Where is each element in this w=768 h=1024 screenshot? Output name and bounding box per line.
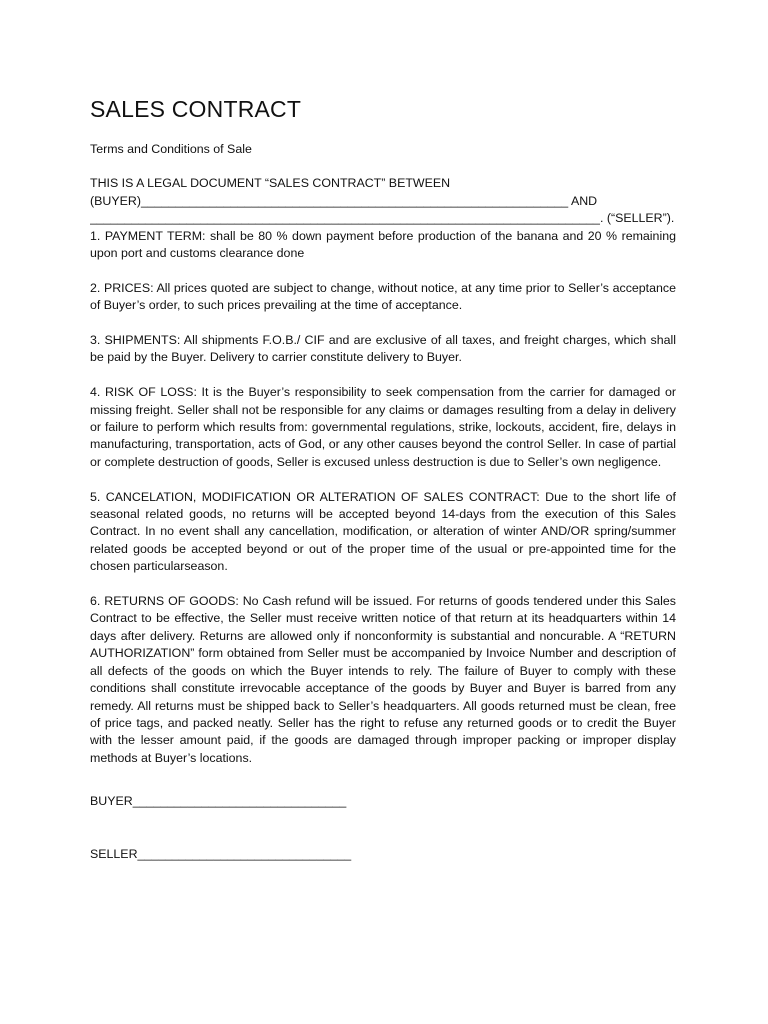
buyer-party-line: (BUYER)______________________________________________________________ AND [90, 193, 598, 208]
clause-returns-of-goods: 6. RETURNS OF GOODS: No Cash refund will be issued. For returns of goods tendered under this Sales Contract to be effective, the Seller must receive written notice of that return at its headquarters within 14 days after delivery. Returns are allowed only if nonconformity is substantial and noncurable. A “RETURN AUTHORIZATION” form obtained from Seller must be accompanied by Invoice Number and description of all defects of the goods on which the Buyer intends to rely. The failure of Buyer to comply with these conditions shall constitute irrevocable acceptance of the goods by Buyer and Buyer is barred from any remedy. All returns must be shipped back to Seller’s headquarters. All goods returned must be clean, free of price tags, and packed neatly. Seller has the right to refuse any returned goods or to credit the Buyer with the lesser amount paid, if the goods are damaged through improper packing or improper display methods at Buyer’s locations. [90, 594, 676, 765]
clause-shipments: 3. SHIPMENTS: All shipments F.O.B./ CIF and are exclusive of all taxes, and freight charges, which shall be paid by the Buyer. Delivery to carrier constitute delivery to Buyer. [90, 333, 676, 365]
seller-signature-line: SELLER_______________________________ [90, 846, 352, 861]
clause-payment-term: 1. PAYMENT TERM: shall be 80 % down payment before production of the banana and 20 % remaining upon port and customs clearance done [90, 228, 676, 261]
document-title: SALES CONTRACT [90, 96, 302, 122]
buyer-signature-line: BUYER_______________________________ [90, 794, 347, 809]
clause-risk-of-loss: 4. RISK OF LOSS: It is the Buyer’s responsibility to seek compensation from the carrier for damaged or missing freight. Seller shall not be responsible for any claims or damages resulting from a delay in delivery or failure to perform which results from: governmental regulations, strike, lockouts, accident, fire, delays in manufacturing, transportation, acts of God, or any other causes beyond the control Seller. In case of partial or complete destruction of goods, Seller is excused unless destruction is due to Seller’s own negligence. [90, 385, 676, 469]
clause-cancelation: 5. CANCELATION, MODIFICATION OR ALTERATION OF SALES CONTRACT: Due to the short life of seasonal related goods, no returns will be accepted beyond 14-days from the execution of this Sales Contract. In no event shall any cancellation, modification, or alteration of winter AND/OR spring/summer related goods be accepted beyond or out of the proper time of the usual or pre-appointed time for the chosen particularseason. [90, 489, 676, 574]
seller-party-line: __________________________________________________________________________. (“SELLER”). [90, 211, 675, 226]
signature-block [90, 793, 676, 863]
clause-prices: 2. PRICES: All prices quoted are subject to change, without notice, at any time prior to Seller’s acceptance of Buyer’s order, to such prices prevailing at the time of acceptance. [90, 280, 676, 313]
intro-line: THIS IS A LEGAL DOCUMENT “SALES CONTRACT” BETWEEN [90, 176, 451, 191]
document-subtitle: Terms and Conditions of Sale [90, 142, 252, 156]
